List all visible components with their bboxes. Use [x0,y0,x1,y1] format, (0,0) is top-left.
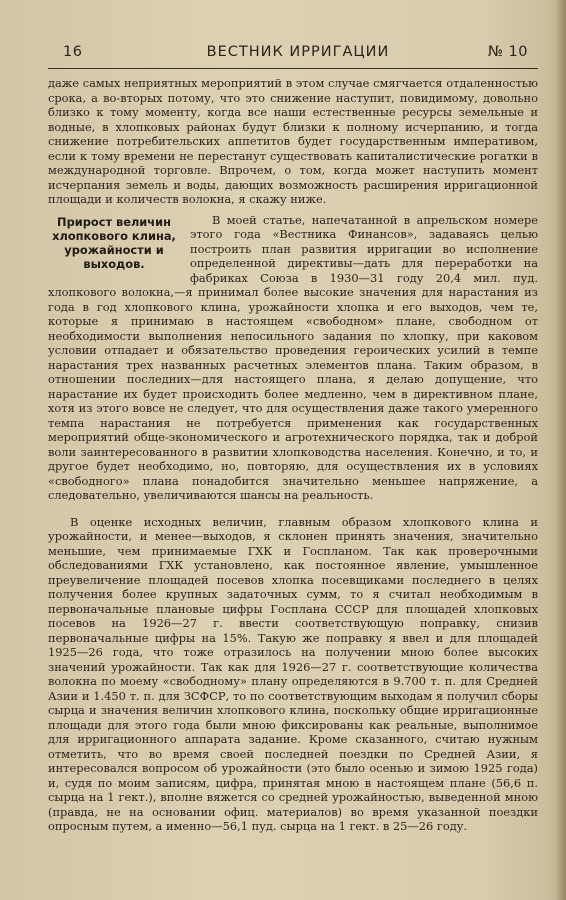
issue-number: № 10 [487,44,528,60]
paragraph-1: даже самых неприятных мероприятий в этом случае смягчается отдаленностью срока, а во-вторых потому, что это снижение наступит, повидимому, довольно близко к тому моменту, когда все наши естественные ресурсы земельные и водные, в хлопковых районах будут близки к полному исчерпанию, и тогда снижение потребительских аппетитов будет государственным императивом, если к тому времени не перестанут существовать капиталистические рогатки в международной торговле. Впрочем, о том, когда может наступить момент исчерпания земель и воды, дающих возможность расширения ирригационной площади и количеств волокна, я скажу ниже. [48,76,538,206]
paragraph-2: В моей статье, напечатанной в апрельском номере этого года «Вестника Финансов», задаваясь целью построить план развития ирригации во исполнение определенной директивы—дать для переработки на фабриках Союза в 1930—31 году 20,4 мил. пуд. хлопкового волокна,—я принимал более высокие значения для нарастания из года в год хлопкового клина, урожайности хлопка и его выходов, чем те, которые я принимаю в настоящем «свободном» плане, свободном от необходимости выполнения непосильного задания по хлопку, при каковом условии отпадает и обязательство проведения героических усилий в темпе нарастания трех названных расчетных элементов плана. Таким образом, в отношении последних—для настоящего плана, я делаю допущение, что нарастание их будет происходить более медленно, чем в директивном плане, хотя из этого вовсе не следует, что для осуществления даже такого умеренного темпа нарастания не потребуется применения как государственных мероприятий обще-экономического и агротехнического порядка, так и доброй воли заинтересованного в развитии хлопководства населения. Конечно, и то, и другое будет необходимо, но, повторяю, для осуществления их в условиях «свободного» плана понадобится значительно меньшее напряжение, а следовательно, увеличиваются шансы на реальность. [48,212,538,502]
running-header [58,44,538,64]
section-side-heading: Прирост величин хлопкового клина, урожайности и выходов. [52,214,176,271]
article-body [48,76,538,834]
paragraph-3: В оценке исходных величин, главным образом хлопкового клина и урожайности, и менее—выходов, я склонен принять значения, значительно меньшие, чем принимаемые ГХК и Госпланом. Так как проверочными обследованиями ГХК установлено, как постоянное явление, умышленное преувеличение площадей посевов хлопка посевщиками последнего в целях получения более крупных задаточных сумм, то я считал необходимым в первоначальные плановые цифры Госплана СССР для площадей хлопковых посевов на 1926—27 г. ввести соответствующую поправку, снизив первоначальные цифры на 15%. Такую же поправку я ввел и для площадей 1925—26 года, что тоже отразилось на получении мною более высоких значений урожайности. Так как для 1926—27 г. соответствующие количества волокна по моему «свободному» плану определяются в 9.700 т. п. для Средней Азии и 1.450 т. п. для ЗСФСР, то по соответствующим выходам я получил сборы сырца и значения величин хлопкового клина, поскольку общие ирригационные площади для этого года были мною фиксированы как реальные, выполнимое для ирригационного аппарата задание. Кроме сказанного, считаю нужным отметить, что во время своей последней поездки по Средней Азии, я интересовался вопросом об урожайности (это было осенью и зимою 1925 года) и, судя по моим записям, цифра, принятая мною в настоящем плане (56,6 п. сырца на 1 гект.), вполне вяжется со средней урожайностью, выведенной мною (правда, не на основании офиц. материалов) во время указанной поездки опросным путем, а именно—56,1 пуд. сырца на 1 гект. в 25—26 году. [48,514,538,833]
page-number: 16 [63,44,83,60]
header-rule [48,68,538,69]
journal-title: ВЕСТНИК ИРРИГАЦИИ [206,44,390,60]
